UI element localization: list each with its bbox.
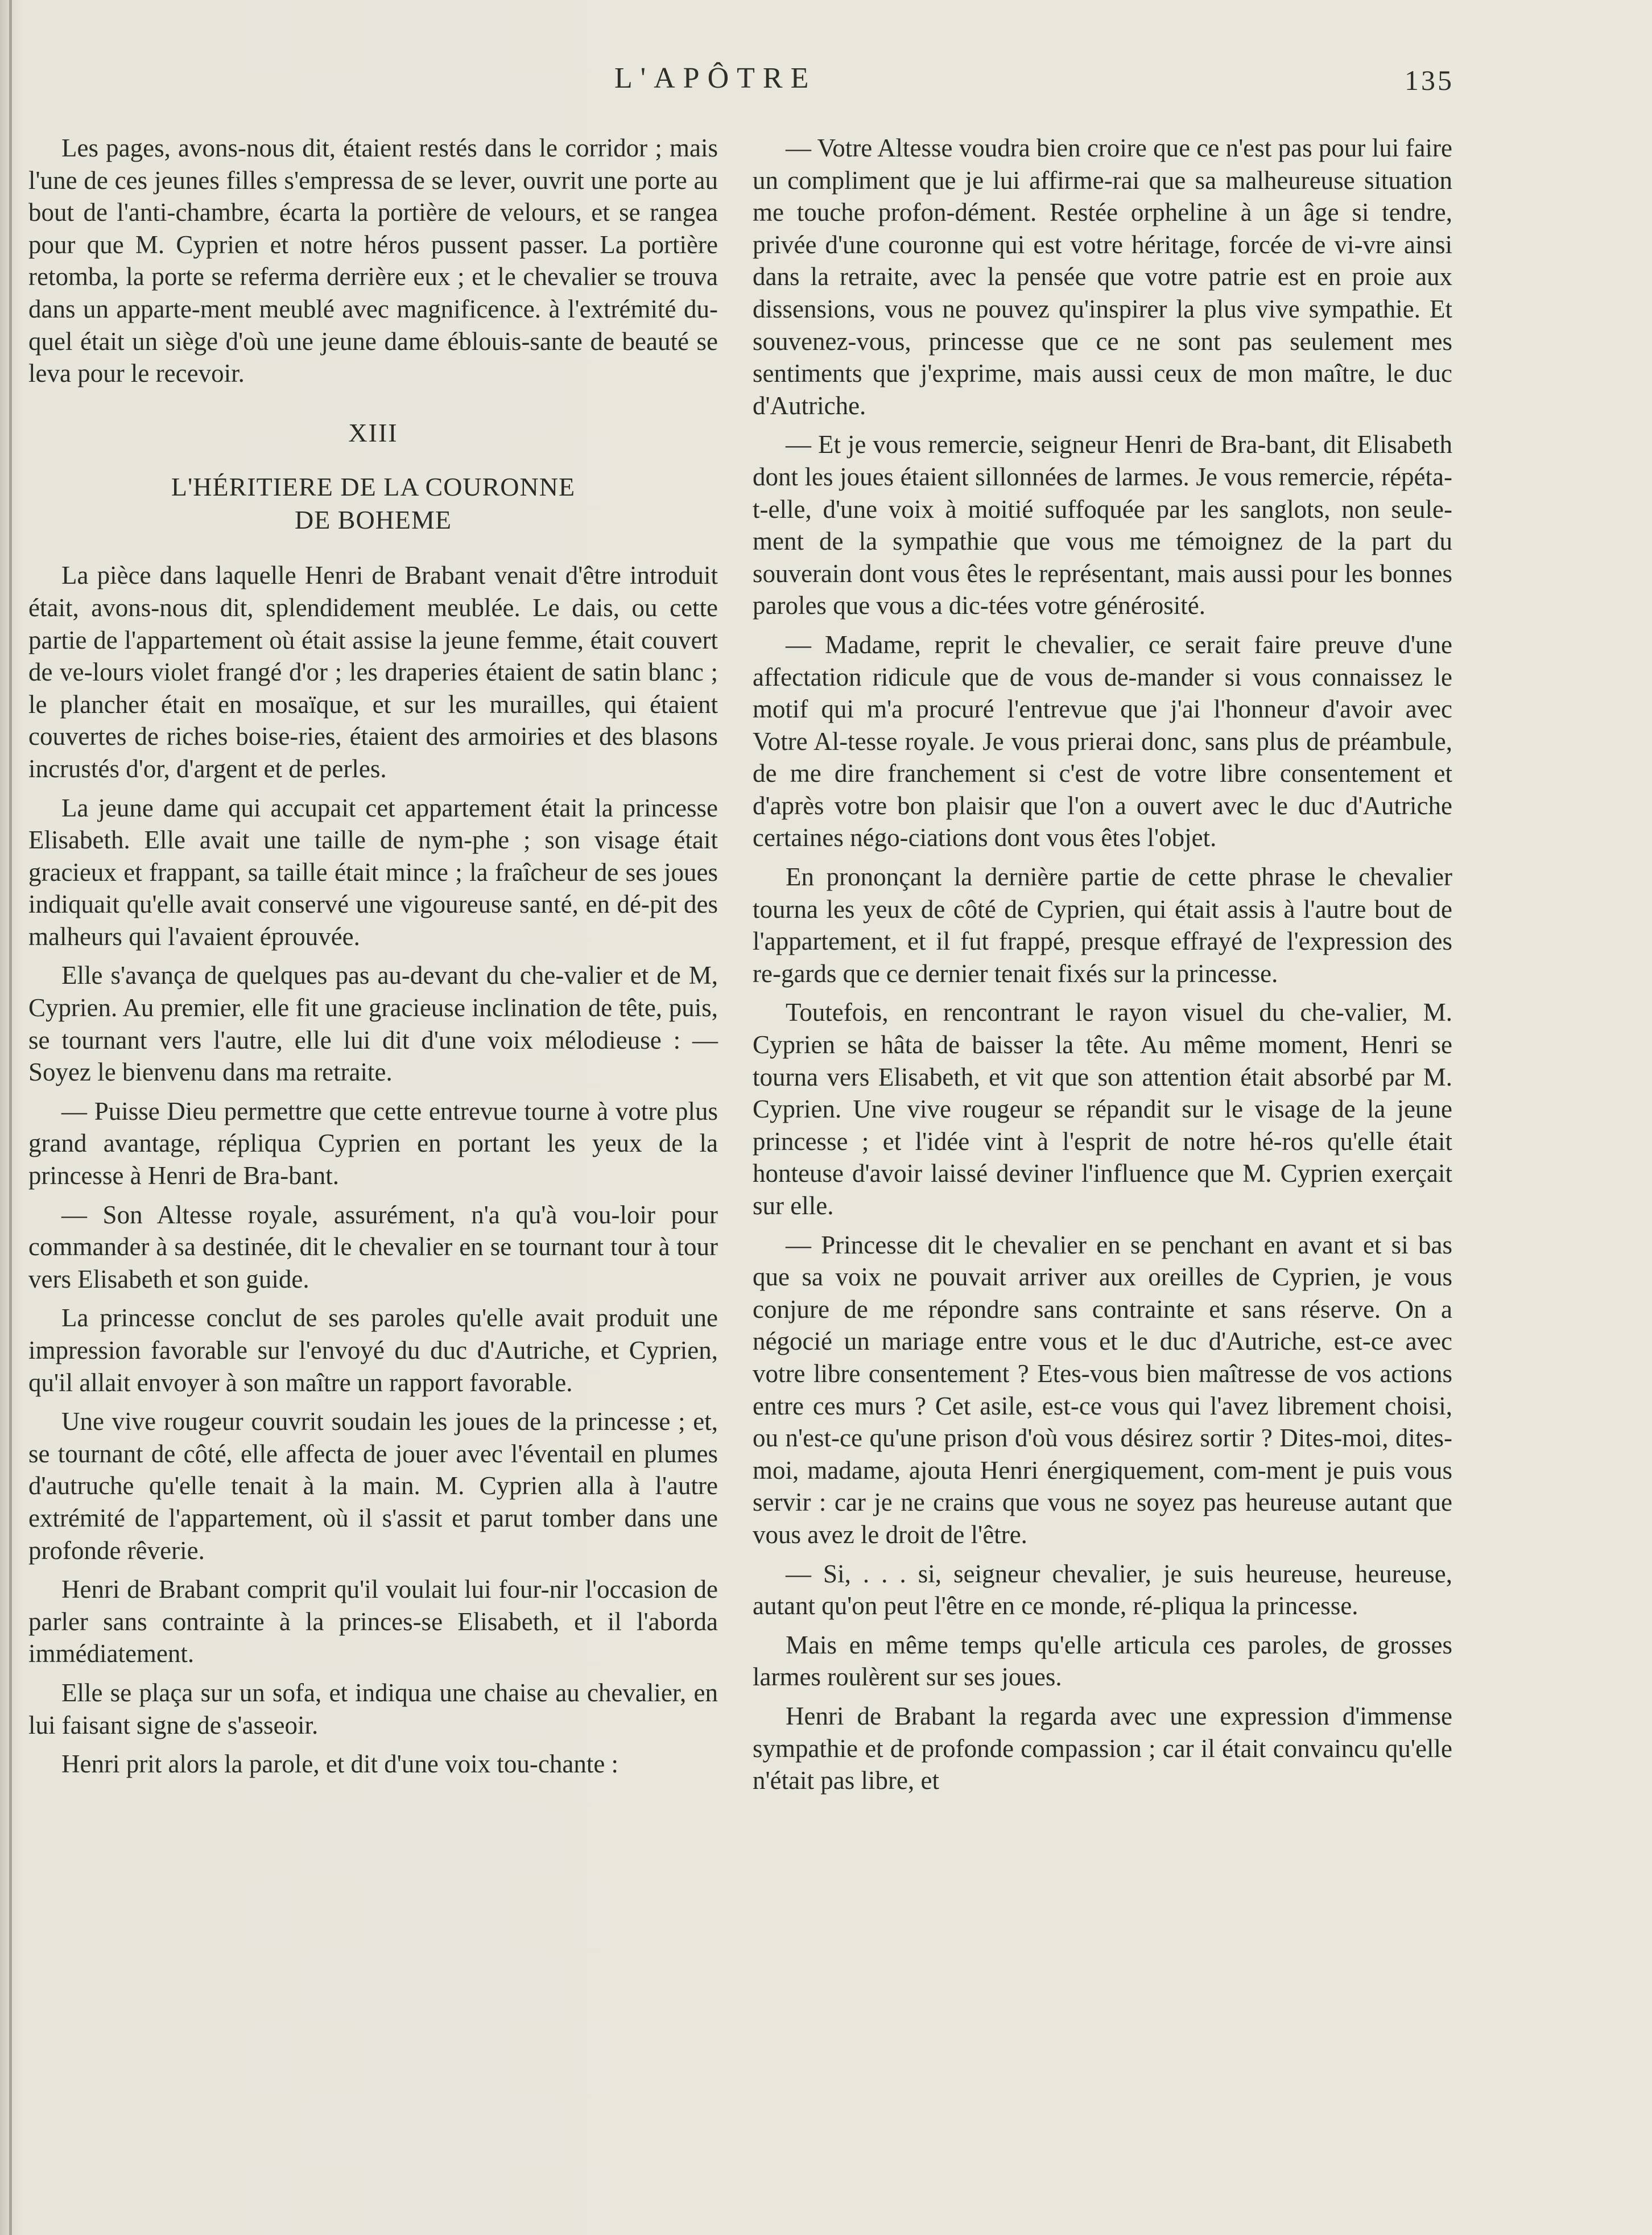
chapter-title: [28, 471, 718, 537]
chapter-title-line: DE BOHEME: [294, 505, 452, 535]
running-title: L'APÔTRE: [614, 62, 817, 94]
right-column: [753, 132, 1452, 1804]
chapter-title-line: L'HÉRITIERE DE LA COURONNE: [171, 472, 576, 502]
paragraph: En prononçant la dernière partie de cette phrase le chevalier tourna les yeux de côté de Cyprien, qui était assis à l'autre bout de l'appartement, et il fut frappé, presque effrayé de l'expression des re-gards que ce dernier tenait fixés sur la princesse.: [753, 863, 1452, 988]
page-header: [0, 61, 1652, 107]
paragraph: Mais en même temps qu'elle articula ces paroles, de grosses larmes roulèrent sur ses joues.: [753, 1630, 1452, 1692]
page-number: 135: [1405, 64, 1454, 96]
binding-edge: [9, 0, 12, 2235]
paragraph: Une vive rougeur couvrit soudain les joues de la princesse ; et, se tournant de côté, elle affecta de jouer avec l'éventail en plumes d'autruche qu'elle tenait à la main. M. Cyprien alla à l'autre extrémité de l'appartement, où il s'assit et parut tomber dans une profonde rêverie.: [28, 1407, 718, 1565]
paragraph: — Puisse Dieu permettre que cette entrevue tourne à votre plus grand avantage, répliqua Cyprien en portant les yeux de la princesse à Henri de Bra-bant.: [28, 1096, 718, 1190]
left-column: [28, 132, 718, 1787]
paragraph: — Madame, reprit le chevalier, ce serait faire preuve d'une affectation ridicule que de vous de-mander si vous connaissez le motif qui m'a procuré l'entrevue que j'ai l'honneur d'avoir avec Votre Al-tesse royale. Je vous prierai donc, sans plus de préambule, de me dire franchement si c'est de votre libre consentement et d'après votre bon plaisir que l'on a ouvert avec le duc d'Autriche certaines négo-ciations dont vous êtes l'objet.: [753, 630, 1452, 852]
paragraph: Henri de Brabant comprit qu'il voulait lui four-nir l'occasion de parler sans contrainte à la princes-se Elisabeth, et il l'aborda immédiatement.: [28, 1575, 718, 1668]
paragraph: — Son Altesse royale, assurément, n'a qu'à vou-loir pour commander à sa destinée, dit le chevalier en se tournant tour à tour vers Elisabeth et son guide.: [28, 1200, 718, 1293]
paragraph: — Votre Altesse voudra bien croire que ce n'est pas pour lui faire un compliment que je lui affirme-rai que sa malheureuse situation me touche profon-dément. Restée orpheline à un âge si tendre, privée d'une couronne qui est votre héritage, forcée de vi-vre ainsi dans la retraite, avec la pensée que votre patrie est en proie aux dissensions, vous ne pouvez qu'inspirer la plus vive sympathie. Et souvenez-vous, princesse que ce ne sont pas seulement mes sentiments que j'exprime, mais aussi ceux de mon maître, le duc d'Autriche.: [753, 134, 1452, 420]
paragraph: Les pages, avons-nous dit, étaient restés dans le corridor ; mais l'une de ces jeunes filles s'empressa de se lever, ouvrit une porte au bout de l'anti-chambre, écarta la portière de velours, et se rangea pour que M. Cyprien et notre héros pussent passer. La portière retomba, la porte se referma derrière eux ; et le chevalier se trouva dans un apparte-ment meublé avec magnificence. à l'extrémité du-quel était un siège d'où une jeune dame éblouis-sante de beauté se leva pour le recevoir.: [28, 134, 718, 388]
paragraph: La jeune dame qui accupait cet appartement était la princesse Elisabeth. Elle avait une taille de nym-phe ; son visage était gracieux et frappant, sa taille était mince ; la fraîcheur de ses joues indiquait qu'elle avait conservé une vigoureuse santé, en dé-pit des malheurs qui l'avaient éprouvée.: [28, 793, 718, 951]
paragraph: — Et je vous remercie, seigneur Henri de Bra-bant, dit Elisabeth dont les joues étaient sillonnées de larmes. Je vous remercie, répéta-t-elle, d'une voix à moitié suffoquée par les sanglots, non seule-ment de la sympathie que vous me témoignez de la part du souverain dont vous êtes le représentant, mais aussi pour les bonnes paroles que vous a dic-tées votre générosité.: [753, 430, 1452, 620]
chapter-number: XIII: [348, 418, 398, 447]
paragraph: La princesse conclut de ses paroles qu'elle avait produit une impression favorable sur l'envoyé du duc d'Autriche, et Cyprien, qu'il allait envoyer à son maître un rapport favorable.: [28, 1304, 718, 1397]
paragraph: — Si, . . . si, seigneur chevalier, je suis heureuse, heureuse, autant qu'on peut l'être en ce monde, ré-pliqua la princesse.: [753, 1559, 1452, 1620]
paragraph: — Princesse dit le chevalier en se penchant en avant et si bas que sa voix ne pouvait arriver aux oreilles de Cyprien, je vous conjure de me répondre sans contrainte et sans réserve. On a négocié un mariage entre vous et le duc d'Autriche, est-ce avec votre libre consentement ? Etes-vous bien maîtresse de vos actions entre ces murs ? Cet asile, est-ce vous qui l'avez librement choisi, ou n'est-ce qu'une prison d'où vous désirez sortir ? Dites-moi, dites-moi, madame, ajouta Henri énergiquement, com-ment je puis vous servir : car je ne crains que vous ne soyez pas heureuse autant que vous avez le droit de l'être.: [753, 1230, 1452, 1549]
paragraph: Toutefois, en rencontrant le rayon visuel du che-valier, M. Cyprien se hâta de baisser la tête. Au même moment, Henri se tourna vers Elisabeth, et vit que son attention était absorbé par M. Cyprien. Une vive rougeur se répandit sur le visage de la jeune princesse ; et l'idée vint à l'esprit de notre hé-ros qu'elle était honteuse d'avoir laissé deviner l'influence que M. Cyprien exerçait sur elle.: [753, 998, 1452, 1220]
paragraph: La pièce dans laquelle Henri de Brabant venait d'être introduit était, avons-nous dit, splendidement meublée. Le dais, ou cette partie de l'appartement où était assise la jeune femme, était couvert de ve-lours violet frangé d'or ; les draperies étaient de satin blanc ; le plancher était en mosaïque, et sur les murailles, qui étaient couvertes de riches boise-ries, étaient des armoiries et des blasons incrustés d'or, d'argent et de perles.: [28, 561, 718, 783]
paragraph: Elle se plaça sur un sofa, et indiqua une chaise au chevalier, en lui faisant signe de s'asseoir.: [28, 1678, 718, 1739]
paragraph: Henri prit alors la parole, et dit d'une voix tou-chante :: [61, 1750, 619, 1779]
paragraph: Henri de Brabant la regarda avec une expression d'immense sympathie et de profonde compassion ; car il était convaincu qu'elle n'était pas libre, et: [753, 1701, 1452, 1795]
paragraph: Elle s'avança de quelques pas au-devant du che-valier et de M, Cyprien. Au premier, elle fit une gracieuse inclination de tête, puis, se tournant vers l'autre, elle lui dit d'une voix mélodieuse : — Soyez le bienvenu dans ma retraite.: [28, 961, 718, 1087]
